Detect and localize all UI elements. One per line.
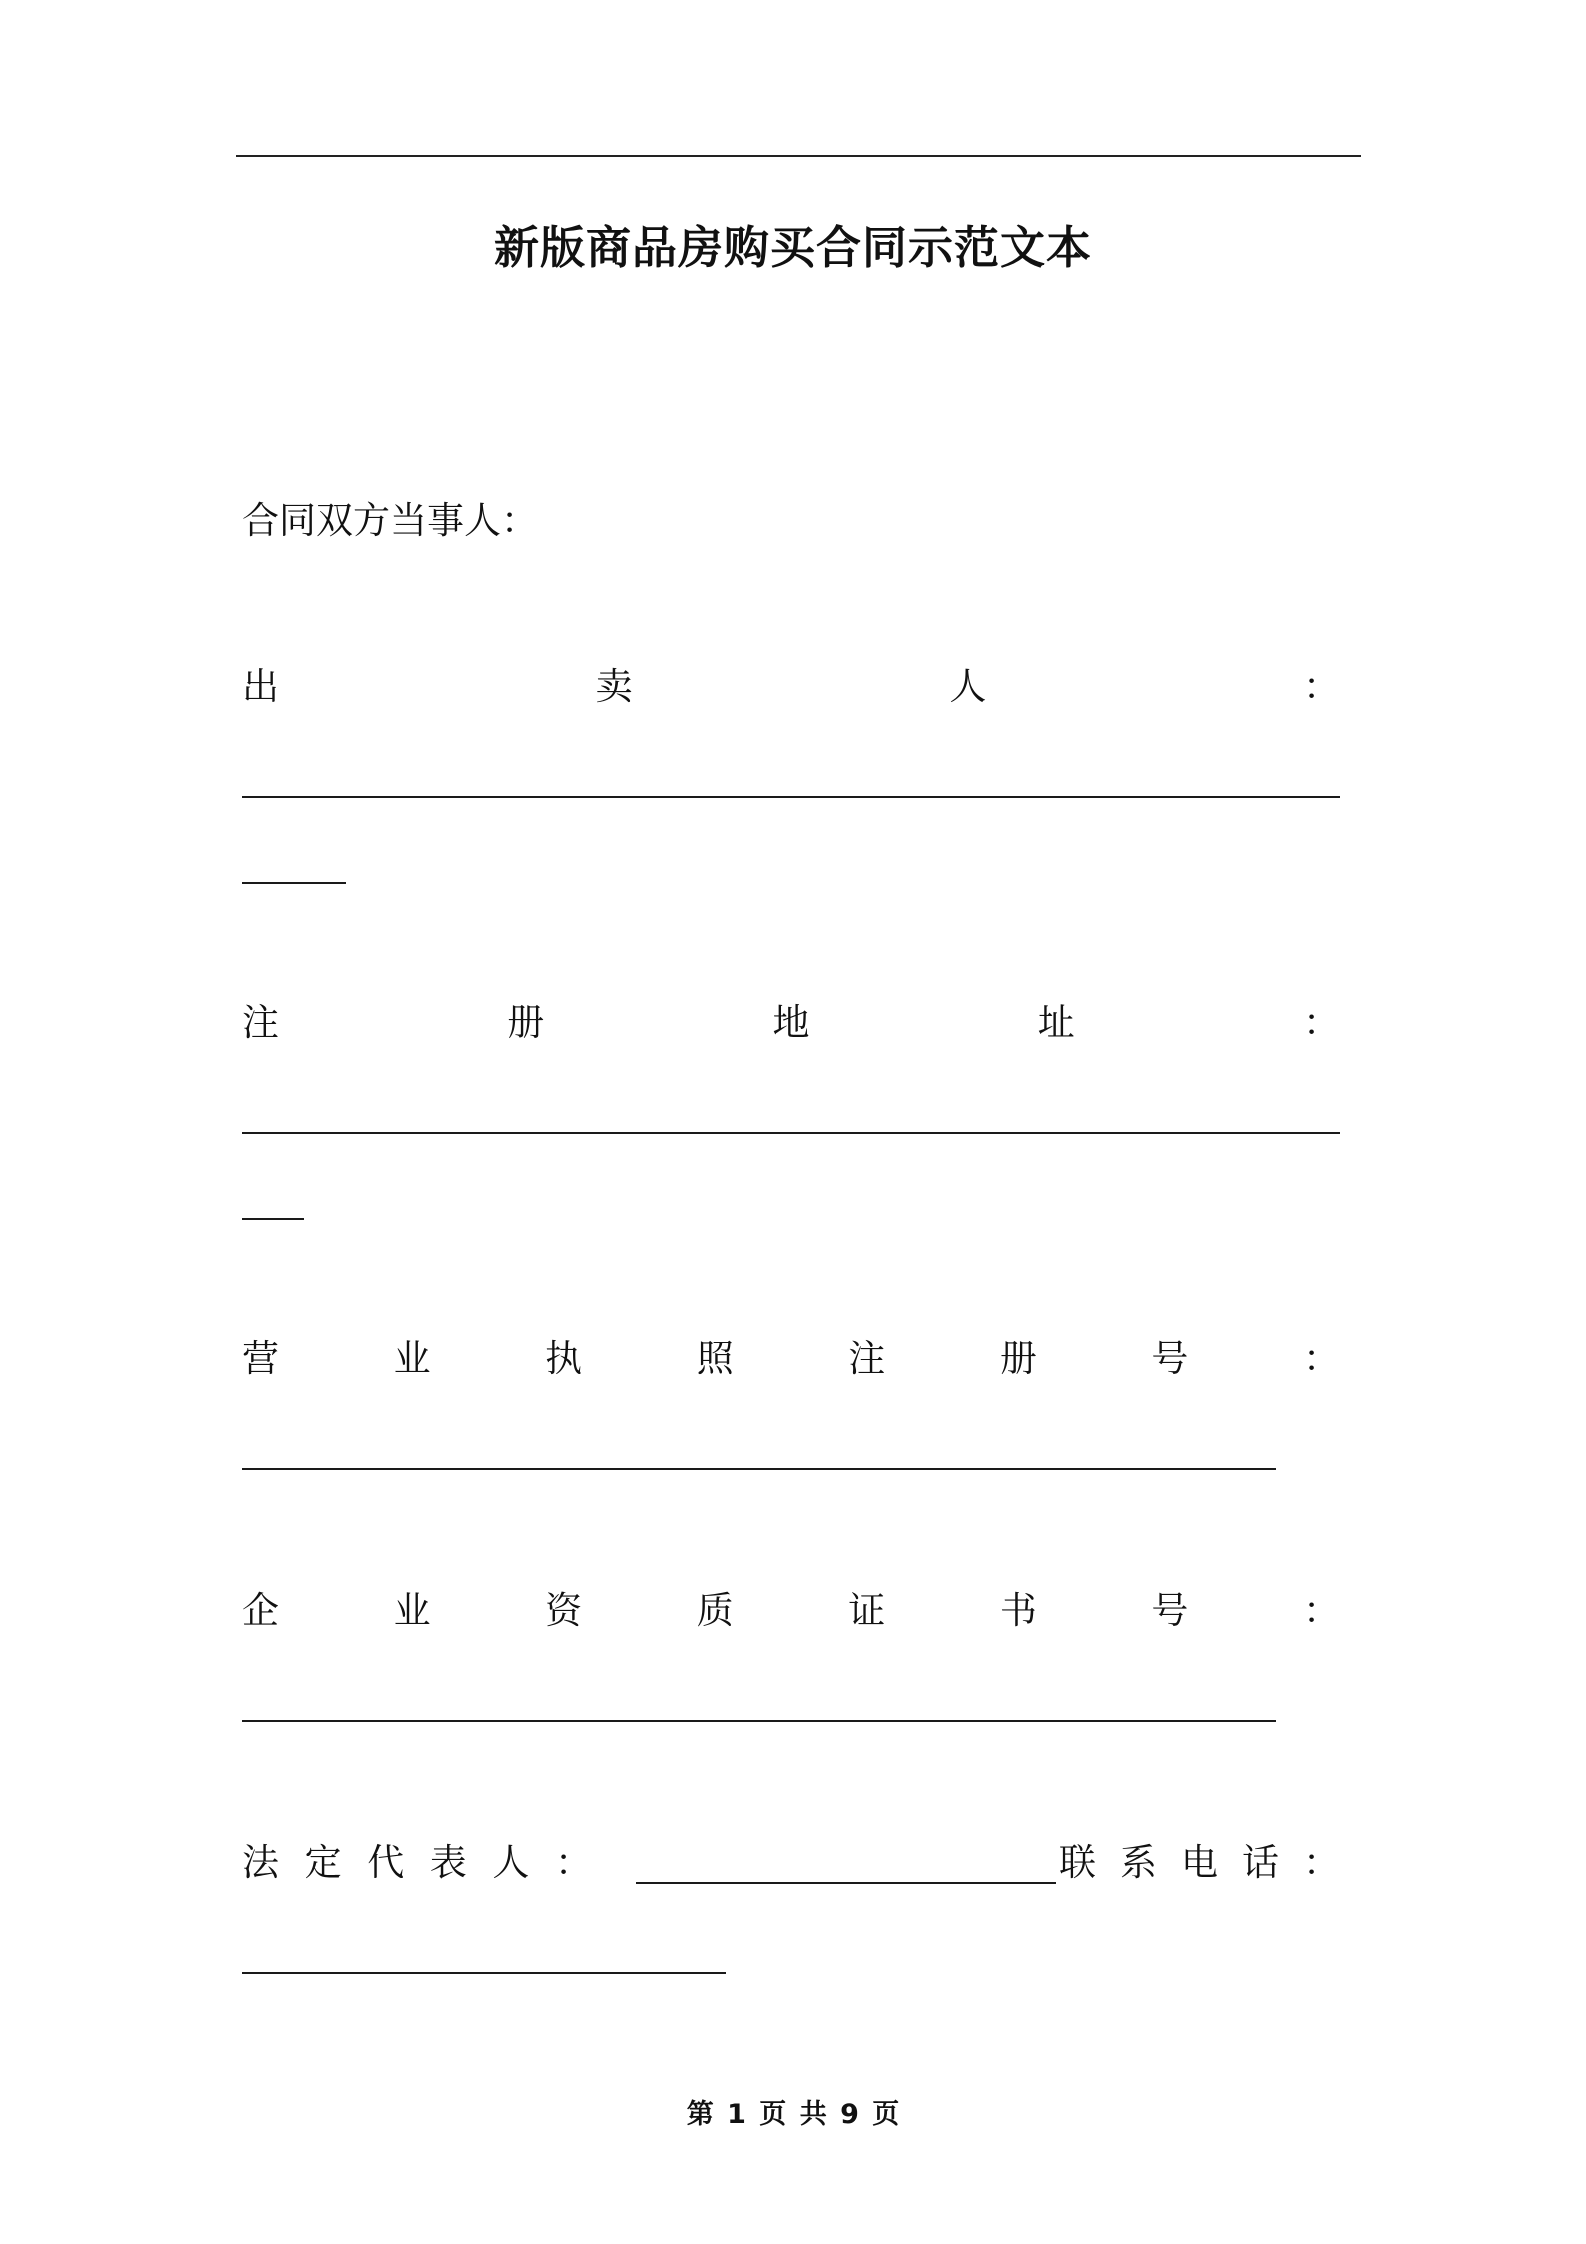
business-license-label-char: 注 xyxy=(848,1337,886,1380)
business-license-blank-line[interactable] xyxy=(242,1468,1276,1470)
seller-label-char: 卖 xyxy=(595,665,633,708)
header-rule xyxy=(236,155,1361,157)
business-license-label-char: ： xyxy=(1302,1337,1340,1380)
parties-intro: 合同双方当事人： xyxy=(242,499,538,542)
contact-phone-label xyxy=(1059,1838,1340,1888)
business-license-label-char: 业 xyxy=(393,1337,431,1380)
business-license-label-char: 执 xyxy=(545,1337,583,1380)
contact-phone-label-char: 联 xyxy=(1059,1841,1096,1884)
registered-address-label-char: 册 xyxy=(507,1001,545,1044)
legal-representative-label-char: ： xyxy=(554,1841,592,1884)
seller-label-char: 出 xyxy=(242,665,279,708)
legal-representative-label-char: 代 xyxy=(367,1841,405,1884)
registered-address-label xyxy=(242,998,1340,1048)
qualification-cert-label-char: 资 xyxy=(545,1589,583,1632)
business-license-label-char: 照 xyxy=(696,1337,734,1380)
qualification-cert-label-char: 证 xyxy=(848,1589,886,1632)
seller-label xyxy=(242,662,1340,712)
contact-phone-blank-line[interactable] xyxy=(242,1972,726,1974)
legal-representative-label xyxy=(242,1838,592,1888)
qualification-cert-label-char: 质 xyxy=(696,1589,734,1632)
qualification-cert-label-char: 号 xyxy=(1151,1589,1189,1632)
business-license-label-char: 册 xyxy=(999,1337,1037,1380)
business-license-label-char: 营 xyxy=(242,1337,279,1380)
qualification-cert-label-char: 企 xyxy=(242,1589,279,1632)
registered-address-blank-line-continued[interactable] xyxy=(242,1218,304,1220)
contact-phone-label-char: 系 xyxy=(1120,1841,1157,1884)
page-number: 第 1 页 共 9 页 xyxy=(686,2099,900,2130)
legal-representative-blank-line[interactable] xyxy=(636,1882,1056,1884)
legal-representative-label-char: 法 xyxy=(242,1841,279,1884)
contact-phone-label-char: 话 xyxy=(1242,1841,1279,1884)
registered-address-label-char: 注 xyxy=(242,1001,279,1044)
seller-blank-line[interactable] xyxy=(242,796,1340,798)
contact-phone-label-char: ： xyxy=(1303,1841,1340,1884)
legal-representative-label-char: 人 xyxy=(492,1841,530,1884)
qualification-cert-blank-line[interactable] xyxy=(242,1720,1276,1722)
legal-representative-label-char: 定 xyxy=(304,1841,342,1884)
registered-address-label-char: 地 xyxy=(772,1001,810,1044)
business-license-label xyxy=(242,1334,1340,1384)
qualification-cert-label-char: 业 xyxy=(393,1589,431,1632)
seller-label-char: 人 xyxy=(949,665,987,708)
seller-label-char: ： xyxy=(1302,665,1340,708)
legal-representative-label-char: 表 xyxy=(429,1841,467,1884)
qualification-cert-label-char: 书 xyxy=(999,1589,1037,1632)
contact-phone-label-char: 电 xyxy=(1181,1841,1218,1884)
registered-address-blank-line[interactable] xyxy=(242,1132,1340,1134)
seller-blank-line-continued[interactable] xyxy=(242,882,346,884)
registered-address-label-char: ： xyxy=(1303,1001,1340,1044)
registered-address-label-char: 址 xyxy=(1037,1001,1075,1044)
qualification-cert-label-char: ： xyxy=(1302,1589,1340,1632)
document-title: 新版商品房购买合同示范文本 xyxy=(493,221,1092,274)
legal-representative-row xyxy=(242,1838,1340,1888)
business-license-label-char: 号 xyxy=(1151,1337,1189,1380)
qualification-cert-label xyxy=(242,1586,1340,1636)
